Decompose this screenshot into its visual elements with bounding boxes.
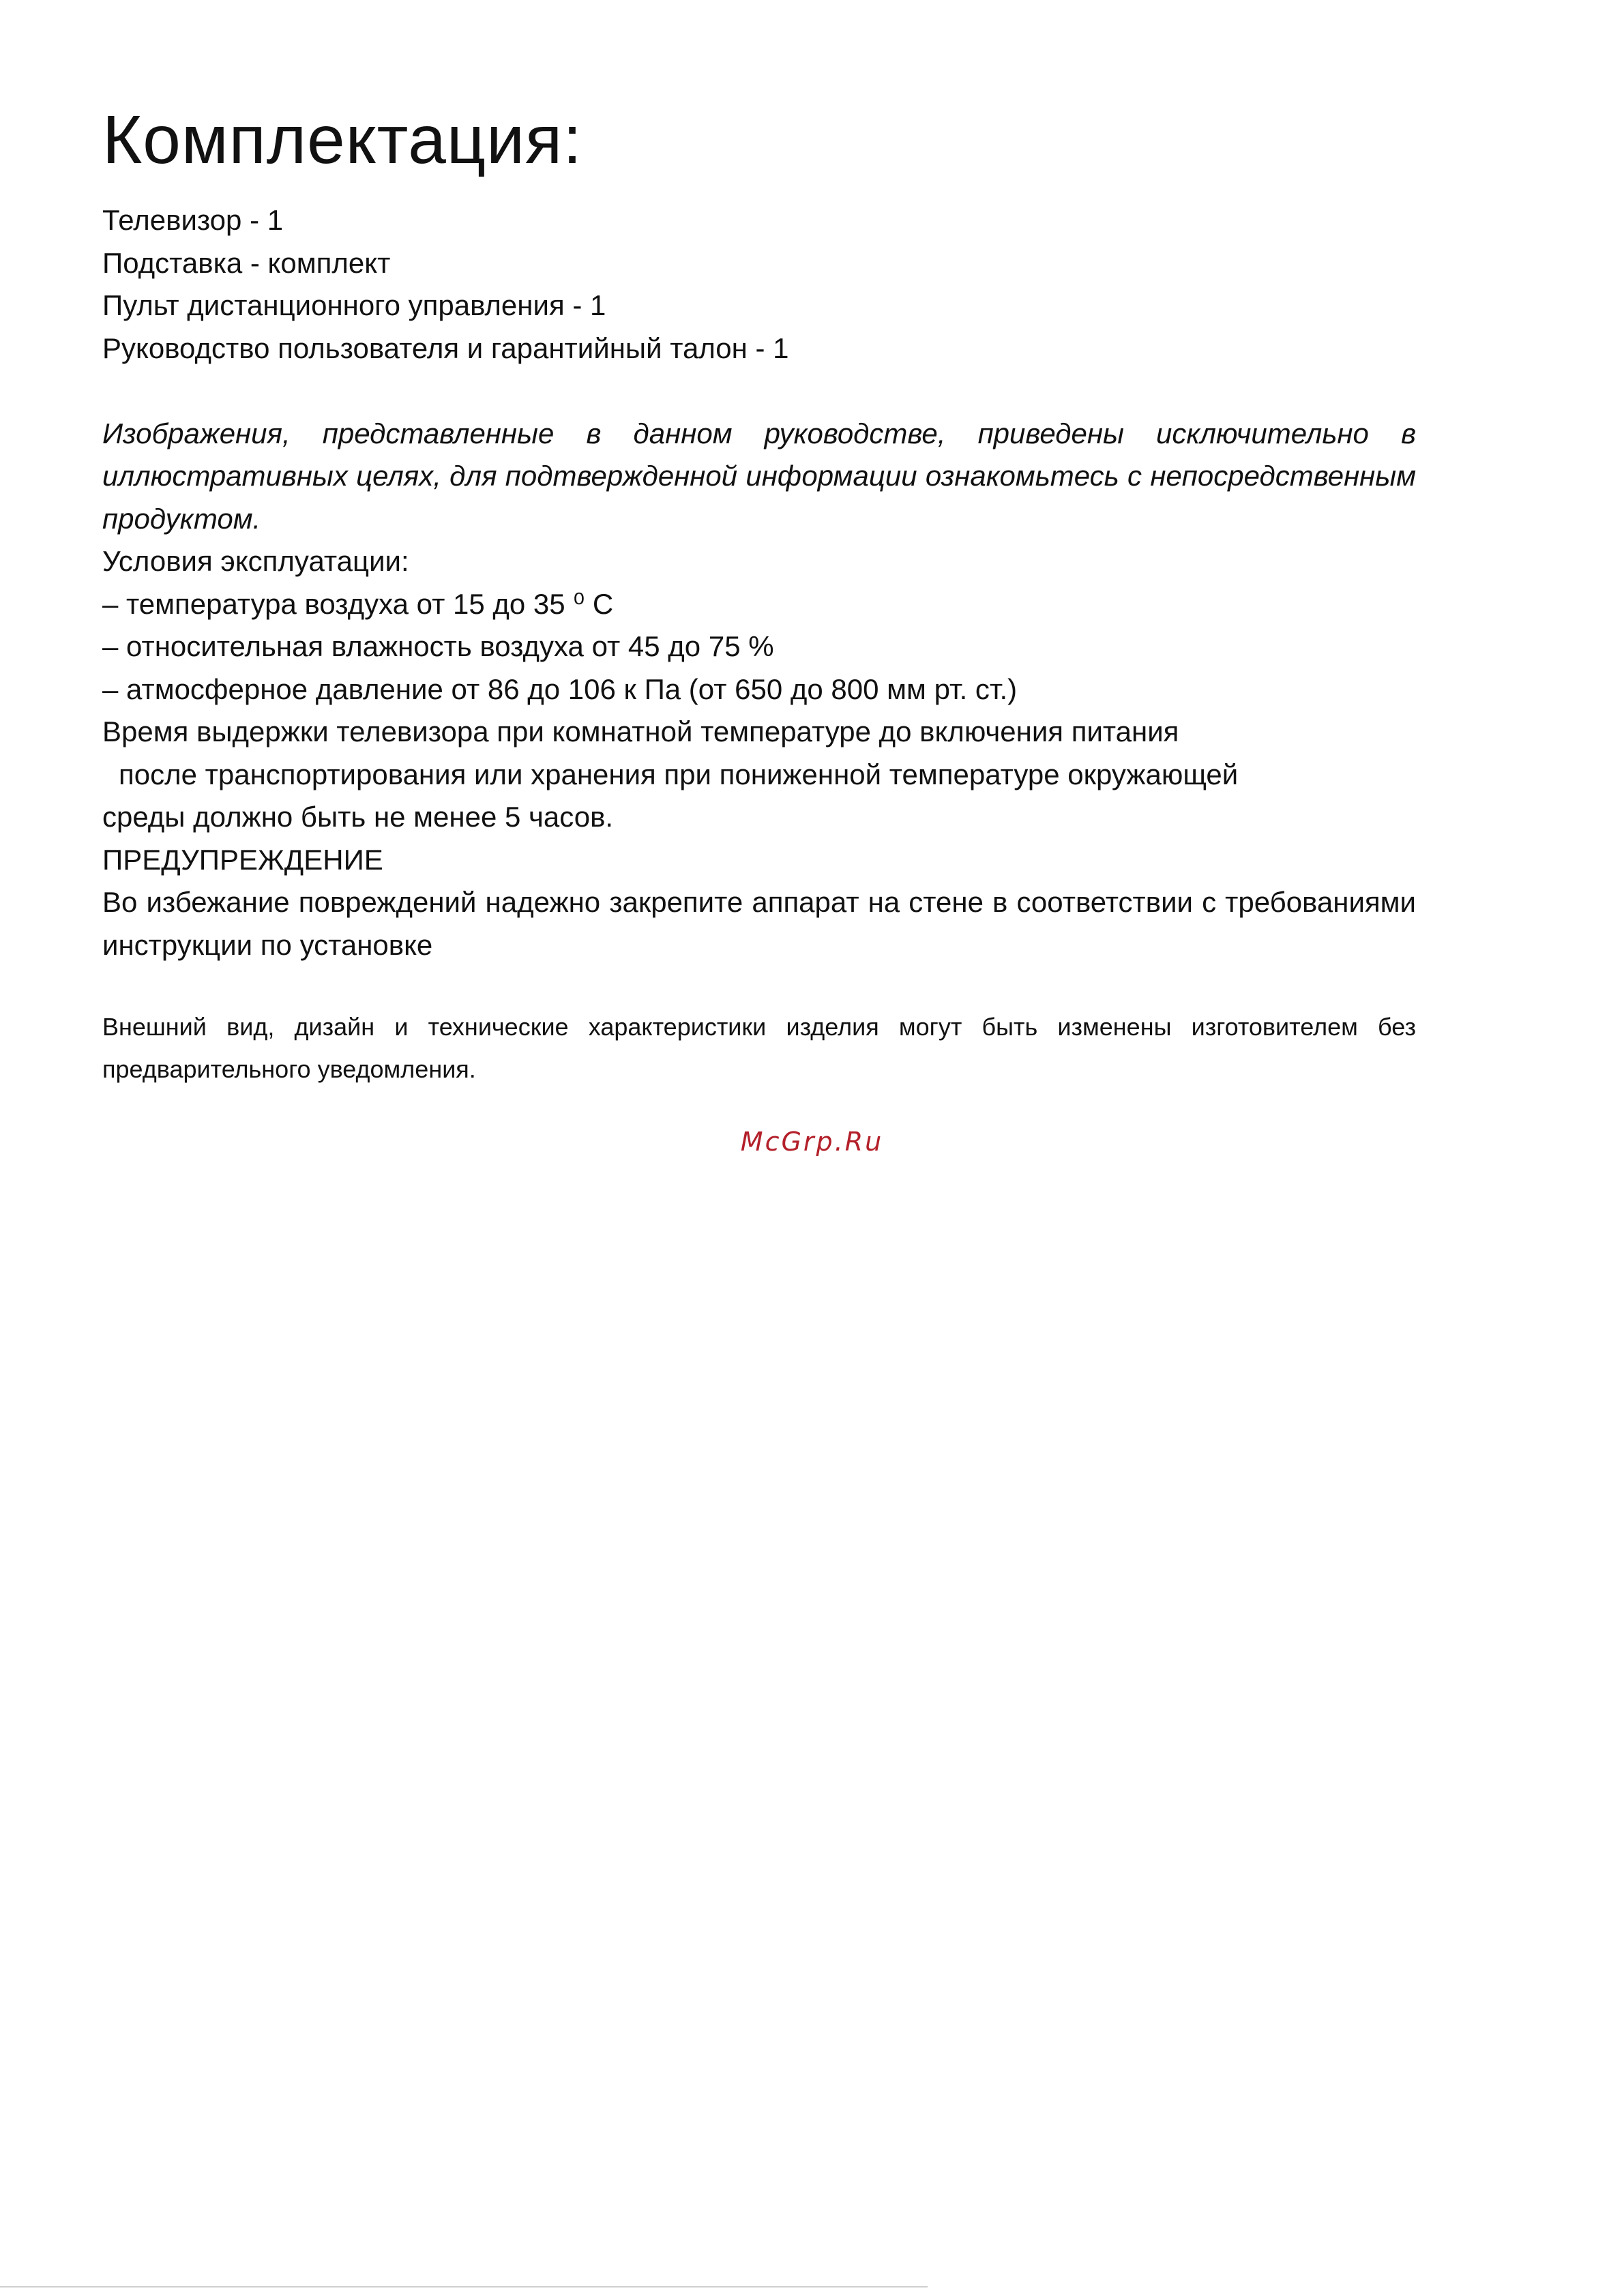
acclimatization-line: среды должно быть не менее 5 часов.	[102, 801, 614, 833]
footnote: Внешний вид, дизайн и технические характеристики изделия могут быть изменены изготовителем без предварительного уведомления.	[102, 1013, 1416, 1083]
list-item: Телевизор - 1	[102, 204, 284, 236]
conditions-title: Условия эксплуатации:	[102, 545, 409, 577]
list-item: Пульт дистанционного управления - 1	[102, 289, 606, 321]
document-page	[102, 95, 1416, 1091]
package-contents-list	[102, 199, 1416, 370]
bottom-divider	[0, 2286, 928, 2287]
acclimatization-note	[102, 711, 1416, 839]
warning-title: ПРЕДУПРЕЖДЕНИЕ	[102, 843, 383, 876]
warning-section	[102, 839, 1416, 967]
watermark: McGrp.Ru	[740, 1127, 884, 1157]
condition-item: – относительная влажность воздуха от 45 до 75 %	[102, 630, 774, 662]
warning-text: Во избежание повреждений надежно закрепите аппарат на стене в соответствии с требованиями инструкции по установке	[102, 886, 1416, 961]
list-item: Руководство пользователя и гарантийный талон - 1	[102, 331, 789, 364]
spacer	[102, 370, 1416, 413]
condition-item: – температура воздуха от 15 до 35 ⁰ С	[102, 587, 614, 620]
page-title: Комплектация:	[102, 102, 582, 178]
image-disclaimer: Изображения, представленные в данном руководстве, приведены исключительно в иллюстративных целях, для подтвержденной информации ознакомьтесь с непосредственным продуктом.	[102, 417, 1416, 535]
list-item: Подставка - комплект	[102, 246, 391, 279]
acclimatization-line: после транспортирования или хранения при пониженной температуре окружающей	[119, 758, 1239, 790]
operating-conditions	[102, 540, 1416, 711]
condition-item: – атмосферное давление от 86 до 106 к Па (от 650 до 800 мм рт. ст.)	[102, 672, 1018, 705]
acclimatization-line: Время выдержки телевизора при комнатной температуре до включения питания	[102, 715, 1179, 747]
